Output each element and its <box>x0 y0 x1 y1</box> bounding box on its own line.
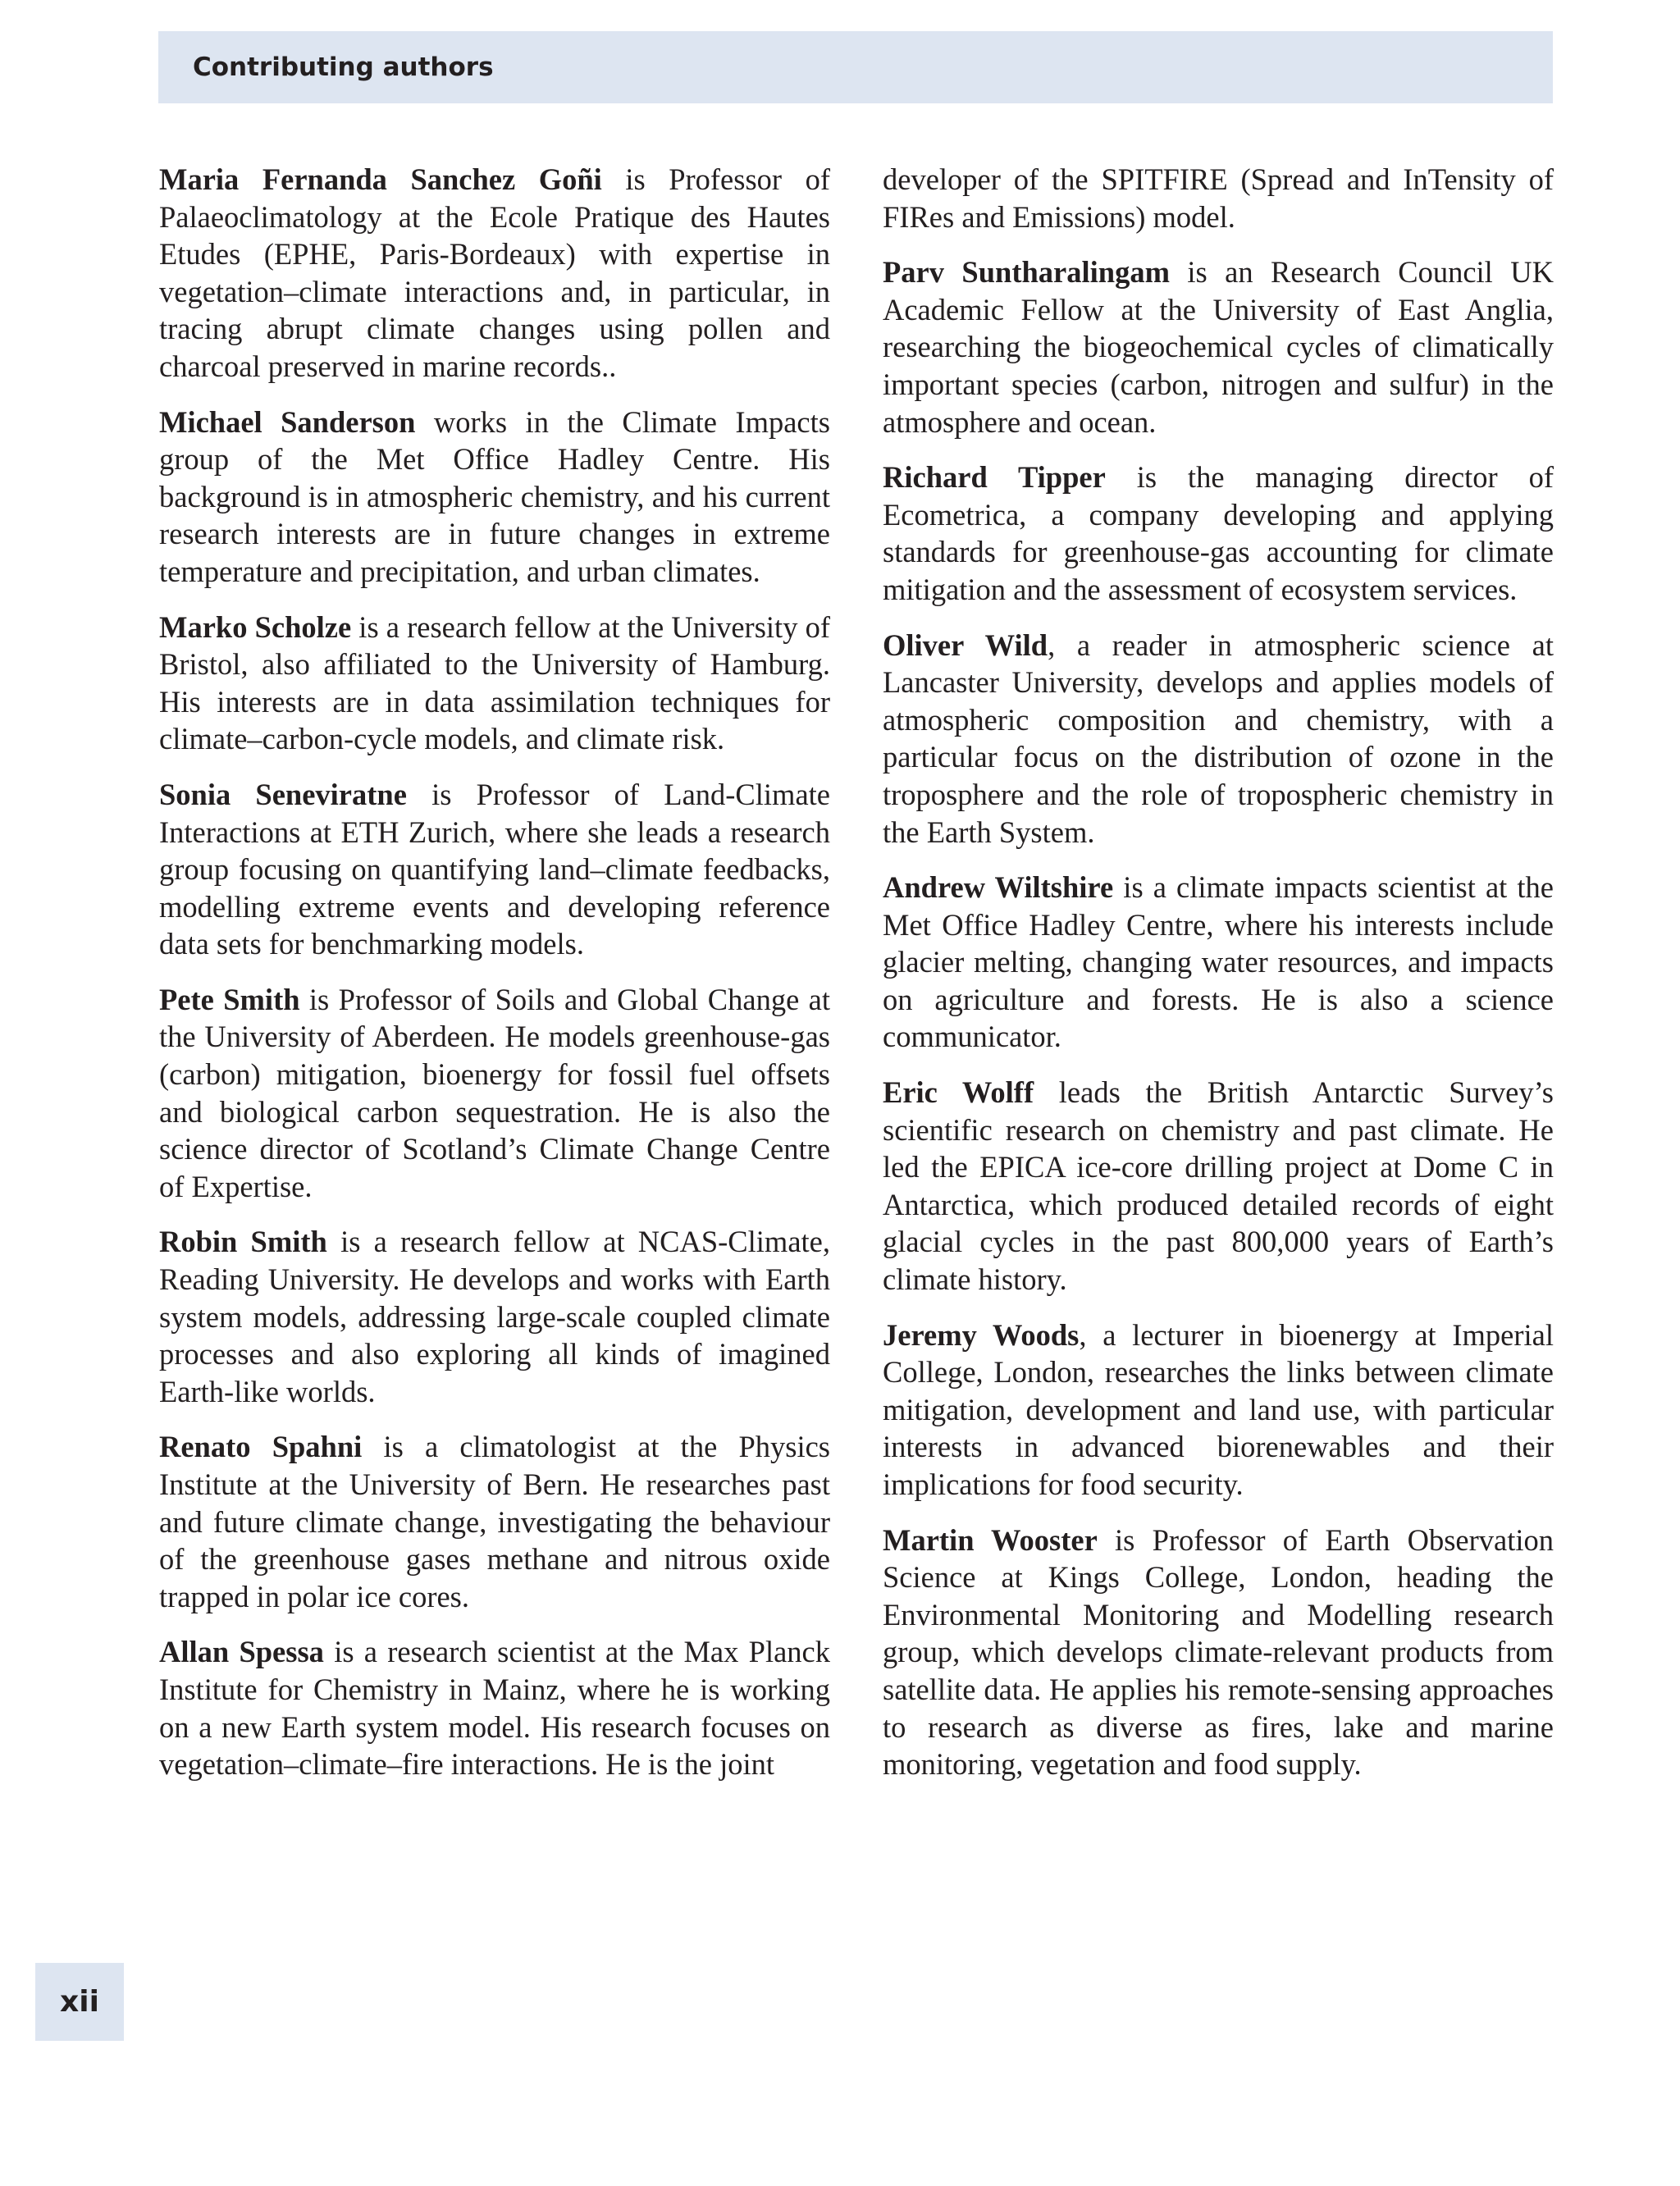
author-name: Maria Fernanda Sanchez Goñi <box>159 162 602 196</box>
author-description: is Professor of Palaeoclimatology at the Ecole Pratique des Hautes Etudes (EPHE, Paris-Bordeaux) with expertise in vegetation–climate interactions and, in particular, in tracing abrupt climate changes using pollen and charcoal preserved in marine records.. <box>159 162 830 383</box>
author-bio <box>883 1317 1554 1504</box>
author-description: is Professor of Earth Observation Science at Kings College, London, heading the Environmental Monitoring and Modelling research group, which develops climate-relevant products from satellite data. He applies his remote-sensing approaches to research as diverse as fires, lake and marine monitoring, vegetation and food supply. <box>883 1522 1554 1782</box>
author-name: Eric Wolff <box>883 1075 1034 1110</box>
author-description: is an Research Council UK Academic Fellow at the University of East Anglia, researching the biogeochemical cycles of climatically important species (carbon, nitrogen and sulfur) in the atmosphere and ocean. <box>883 255 1554 439</box>
author-name: Allan Spessa <box>159 1635 324 1669</box>
author-name: Parv Suntharalingam <box>883 255 1170 290</box>
author-name: Renato Spahni <box>159 1430 363 1464</box>
author-name: Oliver Wild <box>883 628 1048 662</box>
author-bio <box>159 404 830 591</box>
page-number-box <box>35 1963 124 2041</box>
header-title: Contributing authors <box>193 52 494 82</box>
author-description: is a research fellow at the University of Bristol, also affiliated to the University of Hamburg. His interests are in data assimilation techniques for climate–carbon-cycle models, and climate risk. <box>159 609 830 756</box>
author-description: is a research scientist at the Max Planck Institute for Chemistry in Mainz, where he is working on a new Earth system model. His research focuses on vegetation–climate–fire interactions. He is the joint <box>159 1635 830 1782</box>
page-number: xii <box>60 1985 99 2019</box>
author-description: is a research fellow at NCAS-Climate, Reading University. He develops and works with Earth system models, addressing large-scale coupled climate processes and also exploring all kinds of imagined Earth-like worlds. <box>159 1225 830 1408</box>
author-bio <box>159 1223 830 1410</box>
author-bio <box>159 776 830 963</box>
author-name: Marko Scholze <box>159 609 352 644</box>
author-name: Pete Smith <box>159 982 300 1016</box>
author-bio <box>159 161 830 386</box>
author-bio <box>883 1074 1554 1298</box>
author-description: leads the British Antarctic Survey’s scientific research on chemistry and past climate. He led the EPICA ice-core drilling project at Dome C in Antarctica, which produced detailed records of eight glacial cycles in the past 800,000 years of Earth’s climate history. <box>883 1075 1554 1297</box>
author-name: Richard Tipper <box>883 460 1106 495</box>
author-bio <box>883 627 1554 851</box>
author-description: is the managing director of Ecometrica, a company developing and applying standards for greenhouse-gas accounting for climate mitigation and the assessment of ecosystem services. <box>883 460 1554 606</box>
author-bio <box>159 609 830 758</box>
author-bio <box>159 1428 830 1615</box>
left-column <box>159 161 830 1801</box>
author-name: Sonia Seneviratne <box>159 777 407 811</box>
author-name: Martin Wooster <box>883 1522 1098 1557</box>
author-bio <box>883 253 1554 440</box>
author-bio <box>159 981 830 1206</box>
author-name: Andrew Wiltshire <box>883 870 1114 905</box>
author-bio <box>159 1633 830 1782</box>
author-description: is Professor of Land-Climate Interactions at ETH Zurich, where she leads a research group focusing on quantifying land–climate feedbacks, modelling extreme events and developing reference data sets for benchmarking models. <box>159 777 830 961</box>
author-bio <box>883 869 1554 1056</box>
author-description: is a climatologist at the Physics Institute at the University of Bern. He researches past and future climate change, investigating the behaviour of the greenhouse gases methane and nitrous oxide trapped in polar ice cores. <box>159 1430 831 1613</box>
author-description: works in the Climate Impacts group of the Met Office Hadley Centre. His background is in atmospheric chemistry, and his current research interests are in future changes in extreme temperature and precipitation, and urban climates. <box>159 404 830 588</box>
author-name: Michael Sanderson <box>159 404 416 439</box>
author-bio <box>883 1522 1554 1783</box>
running-header <box>158 31 1553 103</box>
author-description: , a reader in atmospheric science at Lancaster University, develops and applies models of atmospheric composition and chemistry, with a particular focus on the distribution of ozone in the troposphere and the role of tropospheric chemistry in the Earth System. <box>883 628 1554 849</box>
author-description: is Professor of Soils and Global Change at the University of Aberdeen. He models greenhouse-gas (carbon) mitigation, bioenergy for fossil fuel offsets and biological carbon sequestration. He is also the science director of Scotland’s Climate Change Centre of Expertise. <box>159 982 830 1203</box>
right-column <box>883 161 1554 1801</box>
author-bio <box>883 459 1554 608</box>
author-name: Jeremy Woods <box>883 1317 1080 1352</box>
author-description: is a climate impacts scientist at the Met Office Hadley Centre, where his interests include glacier melting, changing water resources, and impacts on agriculture and forests. He is also a science communicator. <box>883 870 1554 1054</box>
author-bio-continuation: developer of the SPITFIRE (Spread and InTensity of FIRes and Emissions) model. <box>883 162 1554 234</box>
author-description: , a lecturer in bioenergy at Imperial College, London, researches the links between climate mitigation, development and land use, with particular interests in advanced biorenewables and their implications for food security. <box>883 1317 1554 1501</box>
author-name: Robin Smith <box>159 1225 327 1259</box>
